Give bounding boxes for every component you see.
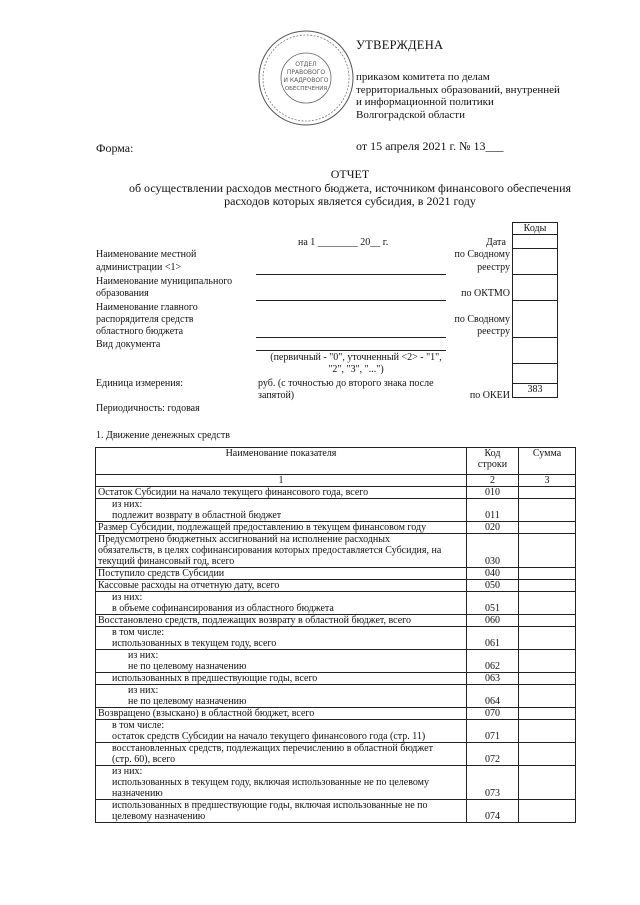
sum-cell — [519, 650, 576, 673]
code-cell-date — [512, 235, 558, 249]
code-cell-oktmo — [512, 275, 558, 301]
sum-cell — [519, 627, 576, 650]
form-label: Форма: — [96, 141, 134, 155]
approval-line: и информационной политики — [356, 96, 494, 108]
svg-text:И КАДРОВОГО: И КАДРОВОГО — [283, 77, 329, 84]
sum-cell — [519, 499, 576, 522]
grbs-label: областного бюджета — [96, 326, 184, 337]
approval-date: от 15 апреля 2021 г. № 13___ — [356, 139, 504, 153]
unit-label: Единица измерения: — [96, 378, 183, 389]
period-label: Периодичность: годовая — [96, 403, 200, 414]
code-cell-svod — [512, 249, 558, 275]
grbs-label: распорядителя средств — [96, 314, 194, 325]
doc-hint: (первичный - "0", уточненный <2> - "1", — [270, 352, 442, 363]
svg-text:ОТДЕЛ: ОТДЕЛ — [295, 61, 317, 68]
okei-label: по ОКЕИ — [469, 390, 510, 401]
admin-label: администрации <1> — [96, 262, 182, 273]
admin-label: Наименование местной — [96, 249, 197, 260]
approval-title: УТВЕРЖДЕНА — [356, 38, 444, 52]
seal-stamp — [256, 28, 356, 128]
table-row: использованных в предшествующие годы, включая использованные не по целевому назначению 074 — [96, 800, 576, 823]
col-num: 3 — [519, 475, 576, 487]
sum-cell — [519, 580, 576, 592]
sum-cell — [519, 743, 576, 766]
table-row: в том числе: использованных в текущем году, всего 061 — [96, 627, 576, 650]
code-cell-svod2 — [512, 301, 558, 338]
unit-value: руб. (с точностью до второго знака после — [258, 378, 434, 389]
code-cell-blank — [512, 364, 558, 384]
table-row: Предусмотрено бюджетных ассигнований на исполнение расходных обязательств, в целях софинансирования которых предоставляется Субсидия, на текущий финансовый год, всего 030 — [96, 534, 576, 568]
svg-text:ОБЕСПЕЧЕНИЯ: ОБЕСПЕЧЕНИЯ — [284, 86, 328, 92]
codes-header: Коды — [512, 222, 558, 235]
grbs-label: Наименование главного — [96, 302, 198, 313]
svod-label: по Сводному — [454, 249, 510, 260]
mun-label: образования — [96, 288, 149, 299]
sum-cell — [519, 685, 576, 708]
table-row: Кассовые расходы на отчетную дату, всего 050 — [96, 580, 576, 592]
table-row: Возвращено (взыскано) в областной бюджет, всего 070 — [96, 708, 576, 720]
table-row: из них: не по целевому назначению 062 — [96, 650, 576, 673]
table-row: использованных в предшествующие годы, всего 063 — [96, 673, 576, 685]
col-header-name: Наименование показателя — [96, 448, 467, 475]
col-header-sum: Сумма — [519, 448, 576, 475]
doc-kind-label: Вид документа — [96, 339, 161, 350]
code-cell-okei: 383 — [512, 384, 558, 398]
sum-cell — [519, 800, 576, 823]
codes-column — [512, 222, 558, 398]
approval-line: приказом комитета по делам — [356, 71, 490, 83]
report-subtitle: об осуществлении расходов местного бюджета, источником финансового обеспечения — [128, 181, 572, 195]
sum-cell — [519, 673, 576, 685]
approval-block — [356, 38, 616, 153]
sum-cell — [519, 568, 576, 580]
table-row: из них: в объеме софинансирования из областного бюджета 051 — [96, 592, 576, 615]
table-row: Размер Субсидии, подлежащей предоставлению в текущем финансовом году 020 — [96, 522, 576, 534]
table-row: из них: использованных в текущем году, включая использованные не по целевому назначению 073 — [96, 766, 576, 800]
sum-cell — [519, 487, 576, 499]
table-row: Поступило средств Субсидии 040 — [96, 568, 576, 580]
table-row: Остаток Субсидии на начало текущего финансового года, всего 010 — [96, 487, 576, 499]
code-cell-doc — [512, 338, 558, 364]
svg-text:ПРАВОВОГО: ПРАВОВОГО — [286, 69, 326, 76]
sum-cell — [519, 592, 576, 615]
sum-cell — [519, 615, 576, 627]
col-num: 2 — [467, 475, 519, 487]
report-title: ОТЧЕТ — [330, 167, 370, 181]
sum-cell — [519, 720, 576, 743]
table-row: из них: не по целевому назначению 064 — [96, 685, 576, 708]
cashflow-table — [95, 447, 576, 823]
report-subtitle: расходов которых является субсидия, в 2021 году — [224, 194, 476, 208]
mun-label: Наименование муниципального — [96, 276, 233, 287]
doc-hint: "2", "3", "...") — [328, 364, 384, 375]
date-on: на 1 ________ 20__ г. — [298, 237, 389, 248]
col-num: 1 — [96, 475, 467, 487]
svod-label: по Сводному — [454, 314, 510, 325]
table-row: из них: подлежит возврату в областной бюджет 011 — [96, 499, 576, 522]
date-label: Дата — [486, 237, 506, 248]
sum-cell — [519, 766, 576, 800]
approval-line: Волгоградской области — [356, 108, 465, 121]
approval-line: территориальных образований, внутренней — [356, 83, 560, 96]
oktmo-label: по ОКТМО — [461, 288, 510, 299]
unit-value: запятой) — [258, 390, 295, 401]
sum-cell — [519, 708, 576, 720]
sum-cell — [519, 522, 576, 534]
svod-label: реестру — [477, 262, 510, 273]
table-row: восстановленных средств, подлежащих перечислению в областной бюджет (стр. 60), всего 072 — [96, 743, 576, 766]
col-header-code: Код строки — [467, 448, 519, 475]
svod-label: реестру — [477, 326, 510, 337]
table-row: Восстановлено средств, подлежащих возврату в областной бюджет, всего 060 — [96, 615, 576, 627]
table-row: в том числе: остаток средств Субсидии на начало текущего финансового года (стр. 11) 071 — [96, 720, 576, 743]
sum-cell — [519, 534, 576, 568]
section-title: 1. Движение денежных средств — [96, 430, 230, 441]
